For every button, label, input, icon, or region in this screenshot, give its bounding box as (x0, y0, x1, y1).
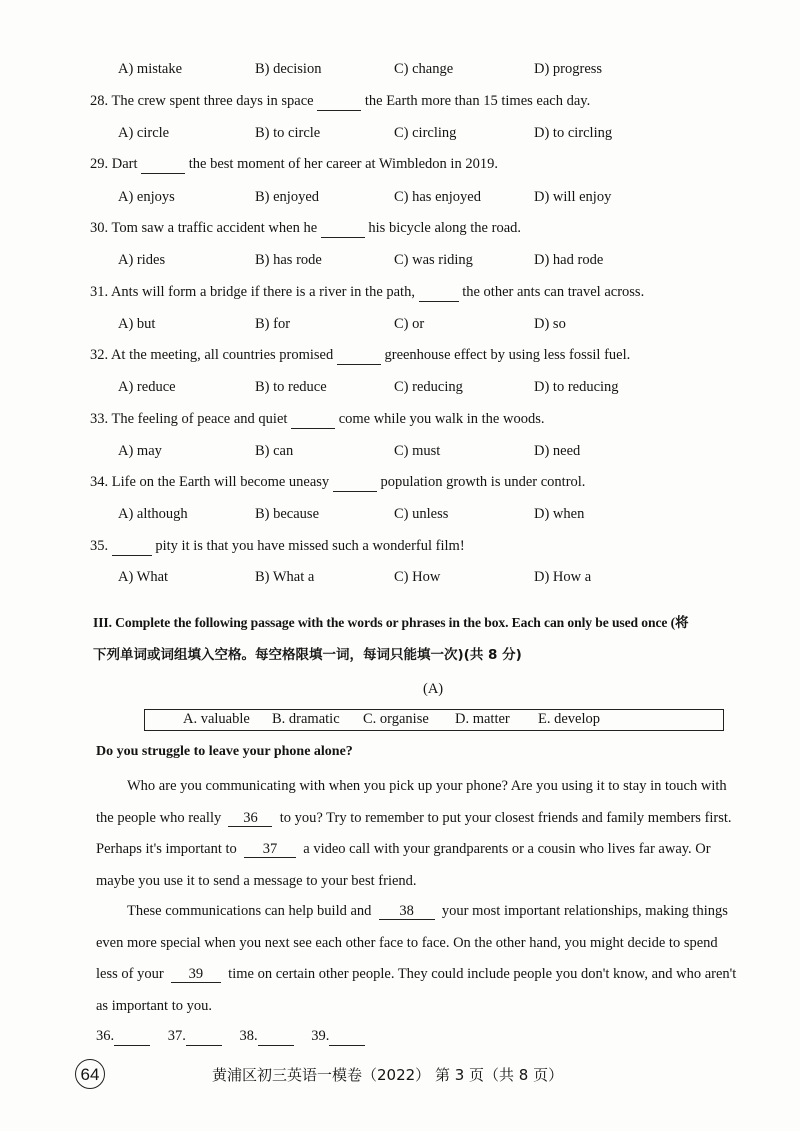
q35-option-b: B) What a (255, 569, 315, 585)
q33-option-b: B) can (255, 443, 294, 459)
page-number-circle: 64 (75, 1059, 105, 1089)
passage-text: to you? Try to remember to put your closest friends and family members first. (279, 809, 732, 826)
q27-option-c: C) change (394, 61, 454, 77)
q31-option-d: D) so (534, 316, 566, 332)
question-number: 33. (90, 411, 109, 427)
word-option-e: E. develop (538, 711, 601, 727)
passage-text: the people who really (96, 809, 222, 826)
question-32 (90, 347, 630, 365)
word-option-c: C. organise (363, 711, 429, 727)
q31-option-a: A) but (118, 316, 156, 332)
q29-option-b: B) enjoyed (255, 189, 320, 205)
q32-option-c: C) reducing (394, 379, 463, 395)
question-text: Ants will form a bridge if there is a river in the path, (110, 284, 415, 300)
q28-option-b: B) to circle (255, 125, 321, 141)
question-text: The feeling of peace and quiet (111, 411, 288, 427)
q29-option-d: D) will enjoy (534, 189, 612, 205)
question-text: Dart (111, 156, 138, 172)
answer-blank[interactable] (291, 411, 335, 429)
passage-line: Who are you communicating with when you pick up your phone? Are you using it to stay in touch with (127, 778, 727, 794)
answer-blank[interactable] (141, 156, 185, 174)
question-text: Tom saw a traffic accident when he (111, 220, 318, 236)
q33-option-a: A) may (118, 443, 162, 459)
passage-line (96, 834, 776, 866)
question-number: 35. (90, 538, 109, 554)
question-number: 28. (90, 93, 109, 109)
q35-option-c: C) How (394, 569, 441, 585)
question-text: the Earth more than 15 times each day. (364, 93, 591, 109)
q27-option-b: B) decision (255, 61, 322, 77)
q34-option-c: C) unless (394, 506, 449, 522)
q29-option-a: A) enjoys (118, 189, 175, 205)
q31-option-b: B) for (255, 316, 291, 332)
part-label: (A) (423, 681, 444, 697)
q31-option-c: C) or (394, 316, 425, 332)
answer-field-38[interactable] (258, 1028, 294, 1046)
q33-option-c: C) must (394, 443, 441, 459)
q29-option-c: C) has enjoyed (394, 189, 481, 205)
answer-row (96, 1028, 365, 1046)
gap-38[interactable]: 38 (379, 903, 435, 920)
question-number: 30. (90, 220, 109, 236)
answer-blank[interactable] (112, 538, 152, 556)
q30-option-d: D) had rode (534, 252, 604, 268)
passage-text: These communications can help build and (127, 903, 372, 919)
answer-label-39: 39. (311, 1028, 330, 1044)
question-text: Life on the Earth will become uneasy (111, 474, 330, 490)
q28-option-d: D) to circling (534, 125, 613, 141)
question-text: come while you walk in the woods. (338, 411, 545, 427)
word-box (144, 709, 724, 731)
question-28 (90, 93, 590, 111)
passage-line (96, 896, 776, 928)
answer-field-39[interactable] (329, 1028, 365, 1046)
question-text: the best moment of her career at Wimbledon in 2019. (188, 156, 498, 172)
answer-blank[interactable] (337, 347, 381, 365)
question-text: pity it is that you have missed such a wonderful film! (155, 538, 465, 554)
question-29 (90, 156, 498, 174)
passage-text: a video call with your grandparents or a cousin who lives far away. Or (303, 841, 711, 857)
passage-title: Do you struggle to leave your phone alone? (96, 744, 353, 759)
section-3-heading-cn: 下列单词或词组填入空格。每空格限填一词，每词只能填一次)(共 8 分) (93, 647, 522, 663)
word-option-a: A. valuable (183, 711, 250, 727)
q34-option-d: D) when (534, 506, 585, 522)
answer-label-38: 38. (239, 1028, 258, 1044)
question-number: 31. (90, 284, 109, 300)
answer-field-37[interactable] (186, 1028, 222, 1046)
word-option-d: D. matter (455, 711, 510, 727)
question-text: The crew spent three days in space (111, 93, 314, 109)
q32-option-d: D) to reducing (534, 379, 619, 395)
passage-text: your most important relationships, making things (441, 903, 728, 919)
q35-option-a: A) What (118, 569, 169, 585)
answer-blank[interactable] (333, 474, 377, 492)
question-text: At the meeting, all countries promised (110, 347, 334, 363)
q27-option-d: D) progress (534, 61, 603, 77)
question-35 (90, 538, 465, 556)
question-text: greenhouse effect by using less fossil fuel. (384, 347, 631, 363)
q30-option-c: C) was riding (394, 252, 473, 268)
question-number: 34. (90, 474, 109, 490)
q30-option-b: B) has rode (255, 252, 322, 268)
answer-blank[interactable] (419, 284, 459, 302)
question-text: population growth is under control. (380, 474, 586, 490)
answer-blank[interactable] (317, 93, 361, 111)
answer-label-36: 36. (96, 1028, 115, 1044)
passage-text: time on certain other people. They could include people you don't know, and who aren't (228, 966, 737, 982)
question-number: 29. (90, 156, 109, 172)
gap-39[interactable]: 39 (171, 966, 221, 983)
section-3-heading: III. Complete the following passage with the words or phrases in the box. Each can only be used once (将 (93, 615, 689, 630)
question-30 (90, 220, 521, 238)
answer-field-36[interactable] (114, 1028, 150, 1046)
passage-paragraph-2 (96, 896, 776, 1022)
q27-option-a: A) mistake (118, 61, 183, 77)
passage-text: less of your (96, 966, 164, 982)
answer-blank[interactable] (321, 220, 365, 238)
q35-option-d: D) How a (534, 569, 592, 585)
answer-label-37: 37. (167, 1028, 186, 1044)
q33-option-d: D) need (534, 443, 581, 459)
passage-line: even more special when you next see each other face to face. On the other hand, you might decide to spend (96, 934, 718, 951)
question-number: 32. (90, 347, 109, 363)
word-option-b: B. dramatic (272, 711, 340, 727)
footer-text: 黄浦区初三英语一模卷（2022） 第 3 页（共 8 页） (212, 1066, 564, 1084)
q34-option-b: B) because (255, 506, 320, 522)
q32-option-b: B) to reduce (255, 379, 327, 395)
q32-option-a: A) reduce (118, 379, 176, 395)
gap-36[interactable]: 36 (228, 810, 272, 827)
question-34 (90, 474, 585, 492)
passage-paragraph-1 (96, 771, 776, 897)
passage-line: maybe you use it to send a message to your best friend. (96, 872, 417, 889)
q28-option-a: A) circle (118, 125, 170, 141)
question-text: his bicycle along the road. (368, 220, 522, 236)
passage-line (96, 803, 776, 835)
question-text: the other ants can travel across. (462, 284, 645, 300)
question-31 (90, 284, 644, 302)
q30-option-a: A) rides (118, 252, 166, 268)
passage-line: as important to you. (96, 997, 212, 1014)
q28-option-c: C) circling (394, 125, 457, 141)
passage-line (96, 959, 776, 991)
gap-37[interactable]: 37 (244, 841, 296, 858)
passage-text: Perhaps it's important to (96, 841, 237, 857)
question-33 (90, 411, 544, 429)
q34-option-a: A) although (118, 506, 188, 522)
